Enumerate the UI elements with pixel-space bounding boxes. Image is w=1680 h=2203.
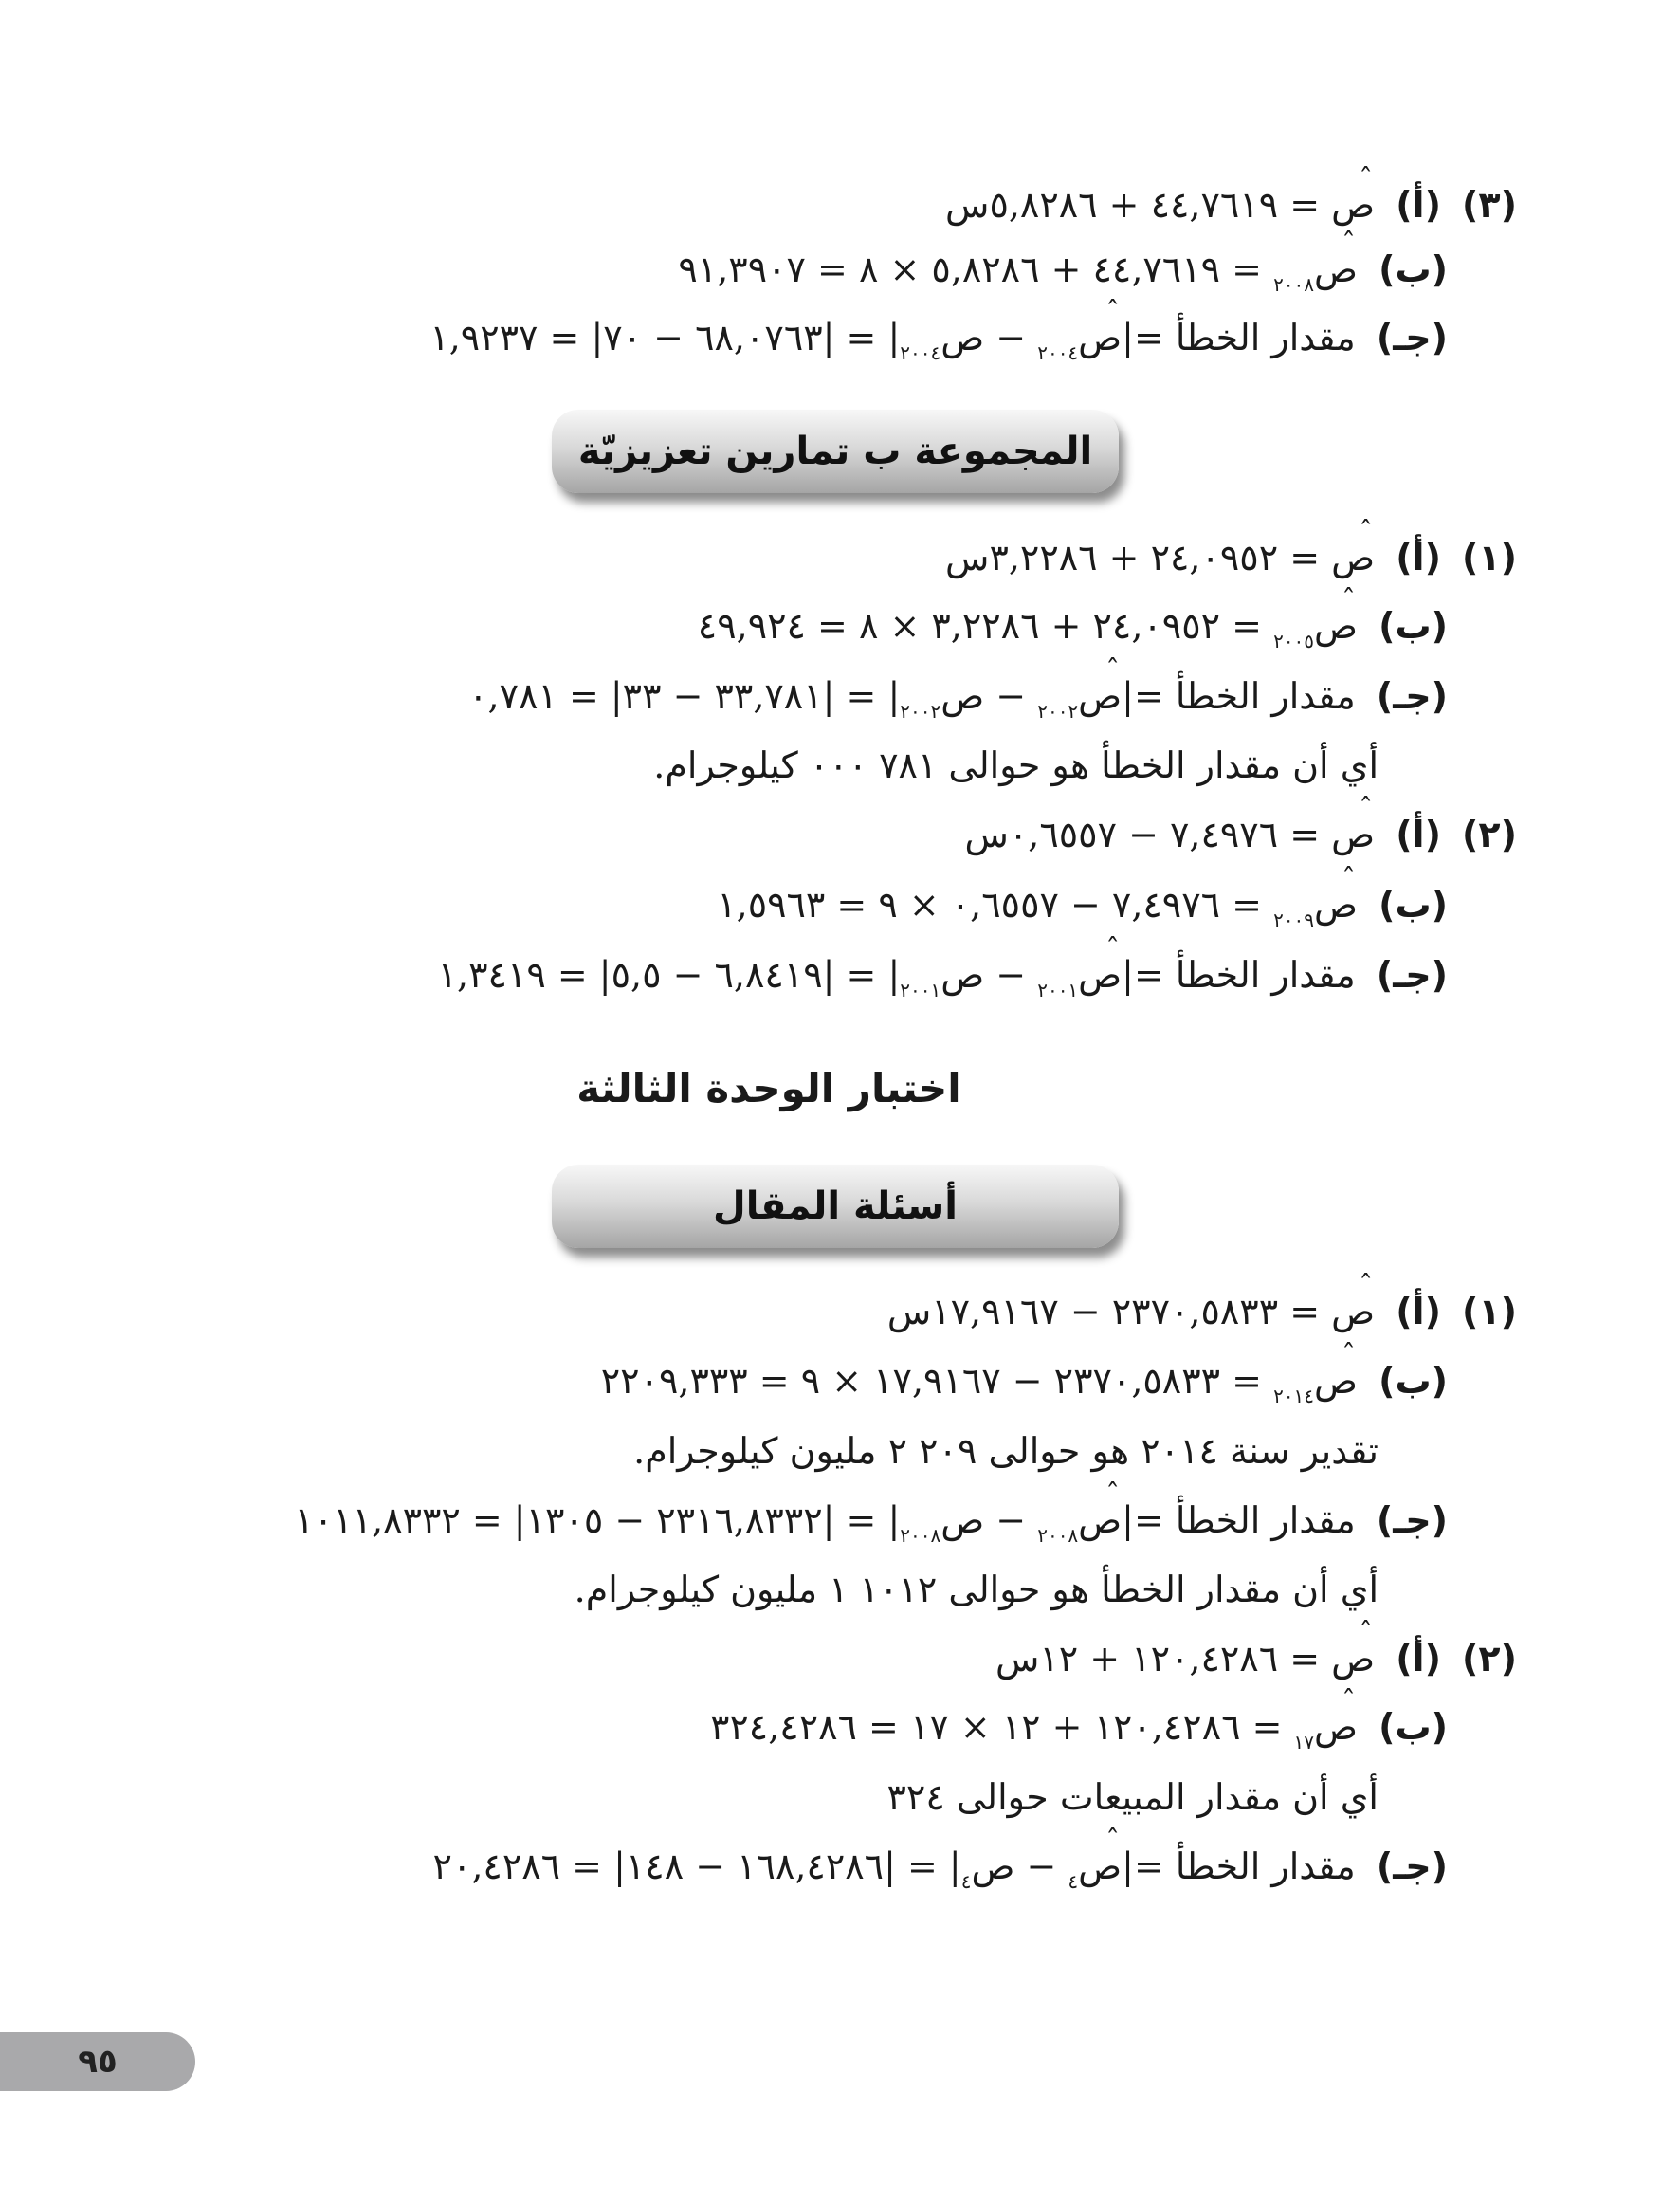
- q3c-label: (جـ): [1376, 317, 1448, 358]
- b-q2c-equation: | = |٦,٨٤١٩ − ٥,٥| = ١,٣٤١٩: [437, 954, 901, 996]
- c-q1c-line: (جـ) مقدار الخطأ =|ˆ ص$_{٢٠٠٨}$ − ص$_{٢٠٠٨}$| = |٢٣١٦,٨٣٣٢ − ١٣٠٥| = ١٠١١,٨٣٣٢: [294, 1494, 1448, 1547]
- group-b-banner: المجموعة ب تمارين تعزيزيّة: [552, 410, 1119, 493]
- b-q1-note: أي أن مقدار الخطأ هو حوالى ٧٨١ ٠٠٠ كيلوجرام.: [653, 744, 1379, 786]
- c-q1b-line: (ب) ˆ ص$_{٢٠١٤}$ = ٢٣٧٠,٥٨٣٣ − ١٧,٩١٦٧ × ٩ = ٢٢٠٩,٣٣٣: [601, 1354, 1448, 1407]
- b-q2b-line: (ب) ˆ ص$_{٢٠٠٩}$ = ٧,٤٩٧٦ − ٠,٦٥٥٧ × ٩ = ١,٥٩٦٣: [717, 878, 1448, 931]
- b-q2a-line: (٢) (أ) ˆ ص = ٧,٤٩٧٦ − ٠,٦٥٥٧س: [964, 808, 1517, 861]
- q3b-equation: = ٤٤,٧٦١٩ + ٥,٨٢٨٦ × ٨ = ٩١,٣٩٠٧: [678, 248, 1262, 290]
- c-q1-note1: تقدير سنة ٢٠١٤ هو حوالى ٢٠٩ ٢ مليون كيلوجرام.: [633, 1430, 1379, 1472]
- b-q1b-line: (ب) ˆ ص$_{٢٠٠٥}$ = ٢٤,٠٩٥٢ + ٣,٢٢٨٦ × ٨ = ٤٩,٩٢٤: [698, 599, 1448, 652]
- c-q2a-line: (٢) (أ) ˆ ص = ١٢٠,٤٢٨٦ + ١٢س: [995, 1632, 1517, 1685]
- q3b-label: (ب): [1379, 248, 1448, 290]
- page-number: ٩٥: [78, 2043, 118, 2081]
- c-q2-note: أي أن مقدار المبيعات حوالى ٣٢٤: [886, 1776, 1379, 1818]
- unit-test-title: اختبار الوحدة الثالثة: [576, 1065, 961, 1111]
- b-q2b-equation: = ٧,٤٩٧٦ − ٠,٦٥٥٧ × ٩ = ١,٥٩٦٣: [717, 884, 1262, 926]
- c-q2c-line: (جـ) مقدار الخطأ =|ˆ ص$_٤$ − ص$_٤$| = |١٦٨,٤٢٨٦ − ١٤٨| = ٢٠,٤٢٨٦: [433, 1840, 1448, 1893]
- b-q1a-line: (١) (أ) ˆ ص = ٢٤,٠٩٥٢ + ٣,٢٢٨٦س: [945, 531, 1517, 584]
- c-q1c-equation: | = |٢٣١٦,٨٣٣٢ − ١٣٠٥| = ١٠١١,٨٣٣٢: [294, 1499, 901, 1541]
- q3b-line: [678, 243, 1448, 296]
- b-q1a-equation: = ٢٤,٠٩٥٢ + ٣,٢٢٨٦س: [945, 537, 1321, 578]
- year-subscript: ٢٠٠٨: [1273, 273, 1315, 296]
- b-q1c-line: (جـ) مقدار الخطأ =|ˆ ص$_{٢٠٠٢}$ − ص$_{٢٠٠٢}$| = |٣٣,٧٨١ − ٣٣| = ٠,٧٨١: [468, 670, 1448, 723]
- b-q2c-line: (جـ) مقدار الخطأ =|ˆ ص$_{٢٠٠١}$ − ص$_{٢٠٠١}$| = |٦,٨٤١٩ − ٥,٥| = ١,٣٤١٩: [438, 948, 1448, 1001]
- y-hat-symbol: ˆ ص: [1314, 243, 1358, 296]
- unit-test-heading: [0, 1060, 1680, 1117]
- c-q2b-line: (ب) ˆ ص$_{١٧}$ = ١٢٠,٤٢٨٦ + ١٢ × ١٧ = ٣٢٤,٤٢٨٦: [710, 1700, 1448, 1753]
- c-q2b-equation: = ١٢٠,٤٢٨٦ + ١٢ × ١٧ = ٣٢٤,٤٢٨٦: [709, 1706, 1283, 1748]
- q3c-line: (جـ) مقدار الخطأ =|ˆ ص$_{٢٠٠٤}$ − ص$_{٢٠٠٤}$| = |٦٨,٠٧٦٣ − ٧٠| = ١,٩٢٣٧: [429, 311, 1448, 364]
- y-hat-symbol: ˆ ص: [1331, 178, 1375, 231]
- q3a-equation: = ٤٤,٧٦١٩ + ٥,٨٢٨٦س: [945, 184, 1321, 226]
- q3c-equation: | = |٦٨,٠٧٦٣ − ٧٠| = ١,٩٢٣٧: [429, 317, 901, 358]
- c-q1b-equation: = ٢٣٧٠,٥٨٣٣ − ١٧,٩١٦٧ × ٩ = ٢٢٠٩,٣٣٣: [600, 1360, 1262, 1402]
- q3-number: (٣): [1462, 184, 1517, 226]
- b-q2a-equation: = ٧,٤٩٧٦ − ٠,٦٥٥٧س: [964, 814, 1321, 855]
- b-q1b-equation: = ٢٤,٠٩٥٢ + ٣,٢٢٨٦ × ٨ = ٤٩,٩٢٤: [697, 605, 1262, 647]
- c-q1a-line: (١) (أ) ˆ ص = ٢٣٧٠,٥٨٣٣ − ١٧,٩١٦٧س: [887, 1285, 1517, 1338]
- c-q2a-equation: = ١٢٠,٤٢٨٦ + ١٢س: [995, 1638, 1321, 1680]
- error-label: مقدار الخطأ =: [1133, 317, 1356, 358]
- q3a-label: (أ): [1396, 184, 1441, 226]
- b-q1c-equation: | = |٣٣,٧٨١ − ٣٣| = ٠,٧٨١: [468, 675, 901, 717]
- essay-questions-banner: أسئلة المقال: [552, 1165, 1119, 1248]
- page-number-tab: [0, 2032, 195, 2091]
- q3a-line: [945, 178, 1517, 231]
- c-q1a-equation: = ٢٣٧٠,٥٨٣٣ − ١٧,٩١٦٧س: [886, 1291, 1321, 1332]
- c-q1-note2: أي أن مقدار الخطأ هو حوالى ١٠١٢ ١ مليون كيلوجرام.: [574, 1569, 1379, 1610]
- c-q2c-equation: | = |١٦٨,٤٢٨٦ − ١٤٨| = ٢٠,٤٢٨٦: [432, 1845, 961, 1887]
